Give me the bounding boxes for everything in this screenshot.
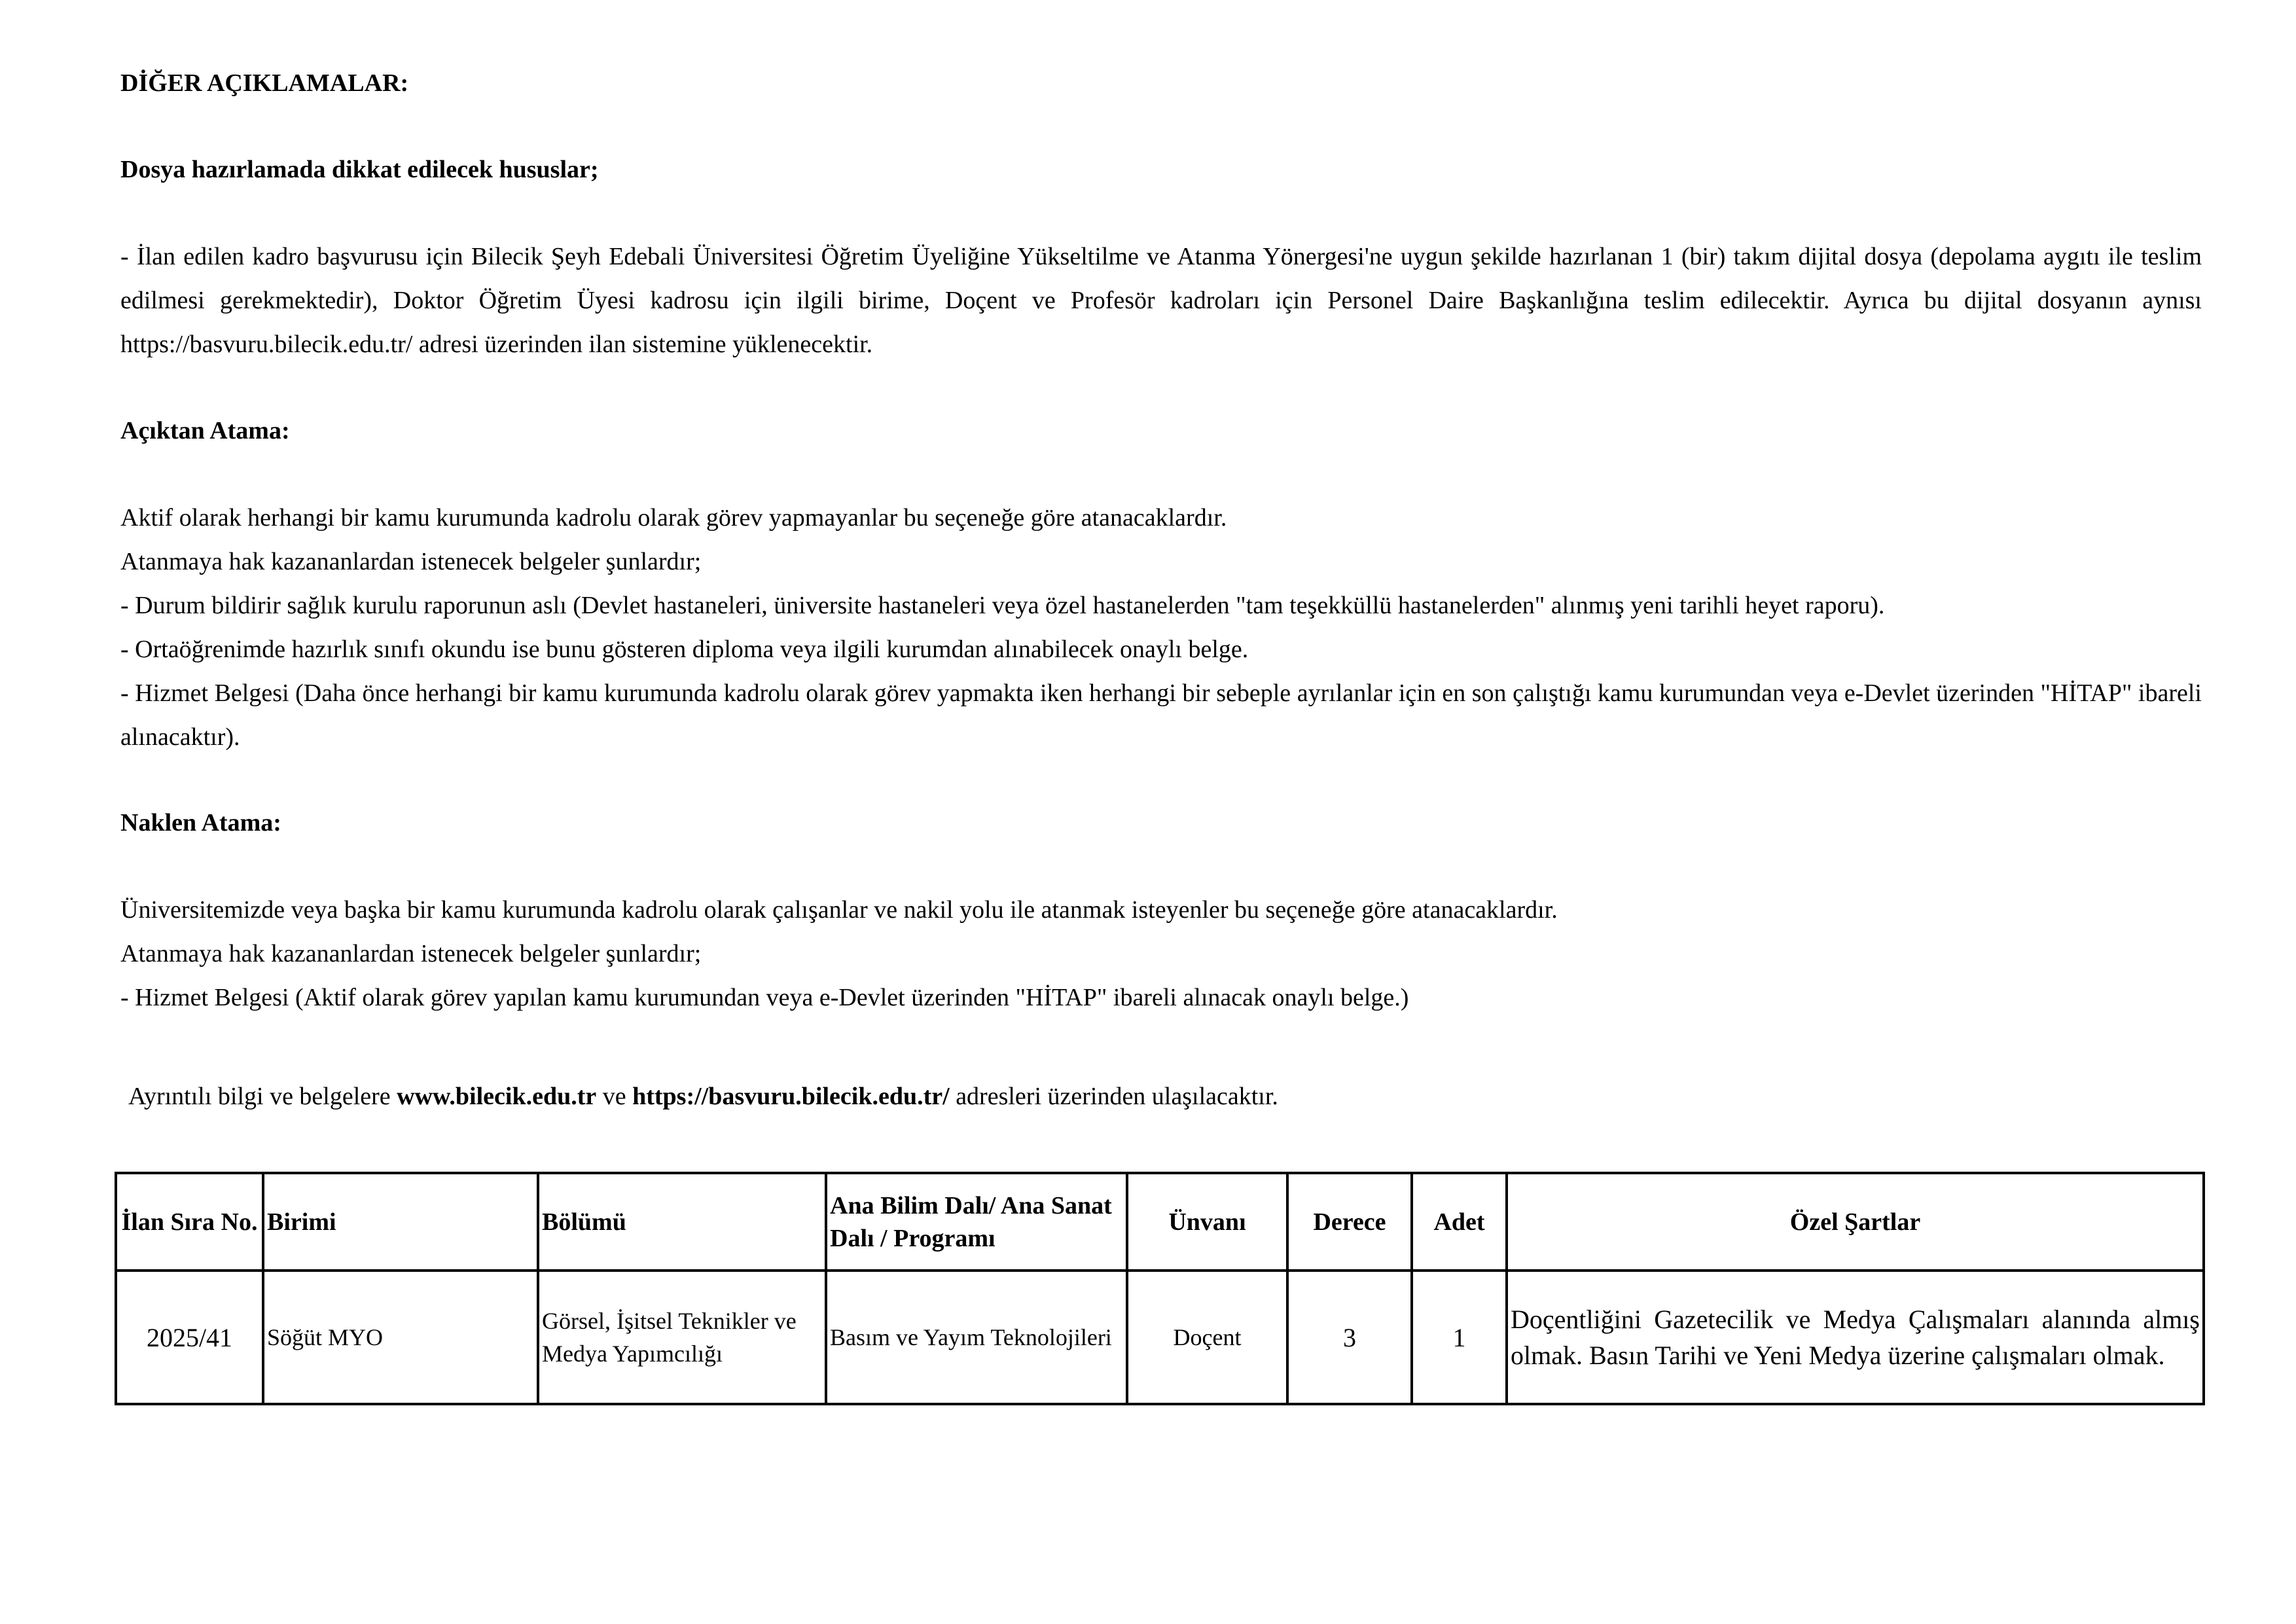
header-unit: Birimi bbox=[263, 1173, 538, 1271]
heading-other-explanations: DİĞER AÇIKLAMALAR: bbox=[120, 69, 409, 97]
cell-unit: Söğüt MYO bbox=[263, 1271, 538, 1404]
posting-table bbox=[115, 1172, 2205, 1405]
open-appointment-line: Aktif olarak herhangi bir kamu kurumunda kadrolu olarak görev yapmayanlar bu seçeneğe göre atanacaklardır. bbox=[120, 504, 1227, 532]
header-title: Ünvanı bbox=[1127, 1173, 1287, 1271]
open-appointment-line: - Ortaöğrenimde hazırlık sınıfı okundu ise bunu gösteren diploma veya ilgili kurumdan alınabilecek onaylı belge. bbox=[120, 636, 1249, 663]
header-department: Bölümü bbox=[538, 1173, 826, 1271]
details-line bbox=[128, 1075, 2210, 1119]
header-program: Ana Bilim Dalı/ Ana Sanat Dalı / Programı bbox=[826, 1173, 1127, 1271]
site-link-application[interactable]: https://basvuru.bilecik.edu.tr/ bbox=[632, 1083, 950, 1110]
header-no: İlan Sıra No. bbox=[116, 1173, 263, 1271]
details-prefix: Ayrıntılı bilgi ve belgelere bbox=[128, 1083, 397, 1110]
cell-program: Basım ve Yayım Teknolojileri bbox=[826, 1271, 1127, 1404]
details-middle: ve bbox=[596, 1083, 633, 1110]
service-certificate-paragraph: - Hizmet Belgesi (Daha önce herhangi bir kamu kurumunda kadrolu olarak görev yapmakta iken herhangi bir sebeple ayrılanlar için en son çalıştığı kamu kurumundan veya e-Devlet üzerinden "HİTAP" ibareli alınacaktır). bbox=[120, 679, 2202, 751]
open-appointment-section bbox=[120, 496, 2202, 759]
table-header-row bbox=[116, 1173, 2204, 1271]
heading-transfer-appointment: Naklen Atama: bbox=[120, 809, 281, 837]
details-suffix: adresleri üzerinden ulaşılacaktır. bbox=[949, 1083, 1278, 1110]
table-row bbox=[116, 1271, 2204, 1404]
transfer-line: Atanmaya hak kazananlardan istenecek belgeler şunlardır; bbox=[120, 940, 702, 967]
open-appointment-line: - Durum bildirir sağlık kurulu raporunun aslı (Devlet hastaneleri, üniversite hastaneleri veya özel hastanelerden "tam teşekküllü hastanelerden" alınmış yeni tarihli heyet raporu). bbox=[120, 592, 1885, 619]
header-conditions: Özel Şartlar bbox=[1507, 1173, 2204, 1271]
cell-department: Görsel, İşitsel Teknikler ve Medya Yapımcılığı bbox=[538, 1271, 826, 1404]
heading-file-preparation: Dosya hazırlamada dikkat edilecek hususlar; bbox=[120, 156, 599, 183]
cell-title: Doçent bbox=[1127, 1271, 1287, 1404]
cell-no: 2025/41 bbox=[116, 1271, 263, 1404]
cell-conditions: Doçentliğini Gazetecilik ve Medya Çalışmaları alanında almış olmak. Basın Tarihi ve Yeni Medya üzerine çalışmaları olmak. bbox=[1507, 1271, 2204, 1404]
header-count: Adet bbox=[1412, 1173, 1507, 1271]
transfer-line: - Hizmet Belgesi (Aktif olarak görev yapılan kamu kurumundan veya e-Devlet üzerinden "HİTAP" ibareli alınacak onaylı belge.) bbox=[120, 984, 1409, 1011]
file-prep-paragraph: - İlan edilen kadro başvurusu için Bilecik Şeyh Edebali Üniversitesi Öğretim Üyeliğine Yükseltilme ve Atanma Yönergesi'ne uygun şekilde hazırlanan 1 (bir) takım dijital dosya (depolama aygıtı ile teslim edilmesi gerekmektedir), Doktor Öğretim Üyesi kadrosu için ilgili birime, Doçent ve Profesör kadroları için Personel Daire Başkanlığına teslim edilecektir. Ayrıca bu dijital dosyanın aynısı https://basvuru.bilecik.edu.tr/ adresi üzerinden ilan sistemine yüklenecektir. bbox=[120, 243, 2202, 358]
cell-count: 1 bbox=[1412, 1271, 1507, 1404]
heading-open-appointment: Açıktan Atama: bbox=[120, 417, 290, 444]
transfer-line: Üniversitemizde veya başka bir kamu kurumunda kadrolu olarak çalışanlar ve nakil yolu ile atanmak isteyenler bu seçeneğe göre atanacaklardır. bbox=[120, 896, 1558, 924]
cell-degree: 3 bbox=[1287, 1271, 1412, 1404]
site-link-main[interactable]: www.bilecik.edu.tr bbox=[397, 1083, 597, 1110]
transfer-section bbox=[120, 888, 2202, 1020]
open-appointment-line: Atanmaya hak kazananlardan istenecek belgeler şunlardır; bbox=[120, 548, 702, 575]
header-degree: Derece bbox=[1287, 1173, 1412, 1271]
